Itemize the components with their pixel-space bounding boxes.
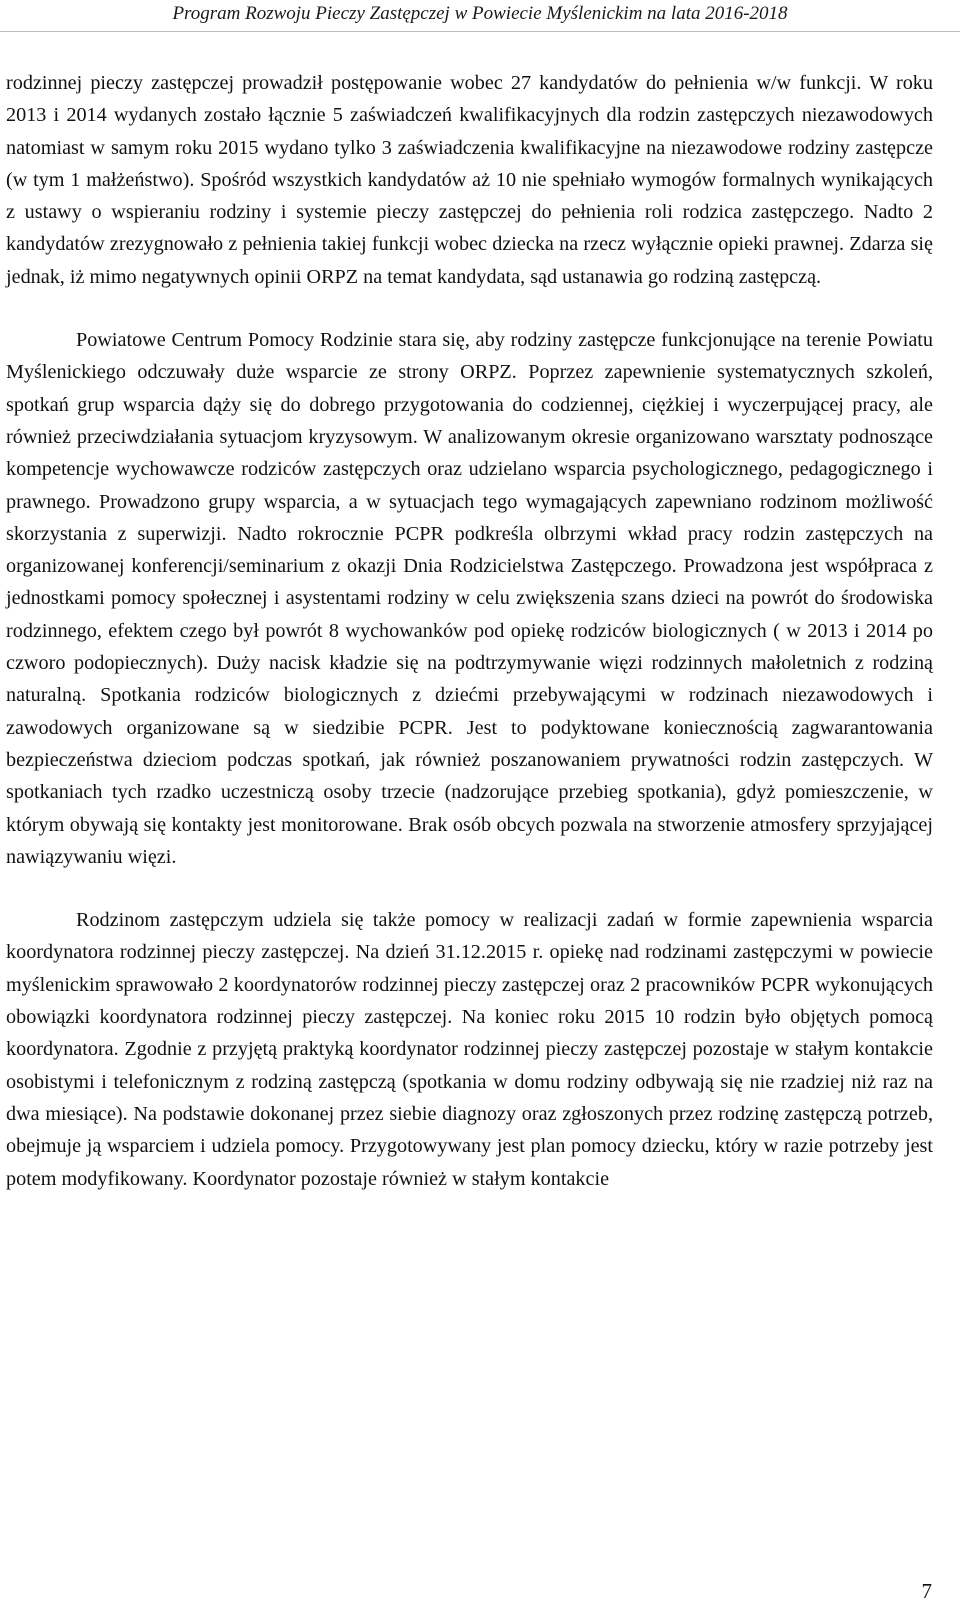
paragraph-orpz-support: Powiatowe Centrum Pomocy Rodzinie stara się, aby rodziny zastępcze funkcjonujące na terenie Powiatu Myślenickiego odczuwały duże wsparcie ze strony ORPZ. Poprzez zapewnienie systematycznych szkoleń, spotkań grup wsparcia dąży się do dobrego przygotowania do codziennej, ciężkiej i wyczerpującej pracy, ale również przeciwdziałania sytuacjom kryzysowym. W analizowanym okresie organizowano warsztaty podnoszące kompetencje wychowawcze rodziców zastępczych oraz udzielano wsparcia psychologicznego, pedagogicznego i prawnego. Prowadzono grupy wsparcia, a w sytuacjach tego wymagających zapewniano rodzinom możliwość skorzystania z superwizji. Nadto rokrocznie PCPR podkreśla olbrzymi wkład pracy rodzin zastępczych na organizowanej konferencji/seminarium z okazji Dnia Rodzicielstwa Zastępczego. Prowadzona jest współpraca z jednostkami pomocy społecznej i asystentami rodziny w celu zwiększenia szans dzieci na powrót do środowiska rodzinnego, efektem czego był powrót 8 wychowanków pod opiekę rodziców biologicznych ( w 2013 i 2014 po czworo podopiecznych). Duży nacisk kładzie się na podtrzymywanie więzi rodzinnych małoletnich z rodziną naturalną. Spotkania rodziców biologicznych z dziećmi przebywającymi w rodzinach niezawodowych i zawodowych organizowane są w siedzibie PCPR. Jest to podyktowane koniecznością zagwarantowania bezpieczeństwa dzieciom podczas spotkań, jak również poszanowaniem prywatności rodzin zastępczych. W spotkaniach tych rzadko uczestniczą osoby trzecie (nadzorujące przebieg spotkania), gdyż pomieszczenie, w którym obywają się kontakty jest monitorowane. Brak osób obcych pozwala na stworzenie atmosfery sprzyjającej nawiązywaniu więzi. — [6, 329, 933, 868]
paragraph-coordinator: Rodzinom zastępczym udziela się także pomocy w realizacji zadań w formie zapewnienia wsparcia koordynatora rodzinnej pieczy zastępczej. Na dzień 31.12.2015 r. opiekę nad rodzinami zastępczymi w powiecie myślenickim sprawowało 2 koordynatorów rodzinnej pieczy zastępczej oraz 2 pracowników PCPR wykonujących obowiązki koordynatora rodzinnej pieczy zastępczej. Na koniec roku 2015 10 rodzin było objętych pomocą koordynatora. Zgodnie z przyjętą praktyką koordynator rodzinnej pieczy zastępczej pozostaje w stałym kontakcie osobistymi i telefonicznym z rodziną zastępczą (spotkania w domu rodziny odbywają się nie rzadziej niż raz na dwa miesiące). Na podstawie dokonanej przez siebie diagnozy oraz zgłoszonych przez rodzinę zastępczą potrzeb, obejmuje ją wsparciem i udziela pomocy. Przygotowywany jest plan pomocy dziecku, który w razie potrzeby jest potem modyfikowany. Koordynator pozostaje również w stałym kontakcie — [6, 909, 933, 1190]
paragraph-continued: rodzinnej pieczy zastępczej prowadził postępowanie wobec 27 kandydatów do pełnienia w/w funkcji. W roku 2013 i 2014 wydanych zostało łącznie 5 zaświadczeń kwalifikacyjnych dla rodzin zastępczych niezawodowych natomiast w samym roku 2015 wydano tylko 3 zaświadczenia kwalifikacyjne na niezawodowe rodziny zastępcze (w tym 1 małżeństwo). Spośród wszystkich kandydatów aż 10 nie spełniało wymogów formalnych wynikających z ustawy o wspieraniu rodziny i systemie pieczy zastępczej do pełnienia roli rodzica zastępczego. Nadto 2 kandydatów zrezygnowało z pełnienia takiej funkcji wobec dziecka na rzecz wyłącznie opieki prawnej. Zdarza się jednak, iż mimo negatywnych opinii ORPZ na temat kandydata, sąd ustanawia go rodziną zastępczą. — [6, 72, 933, 288]
document-body — [6, 67, 933, 1195]
page-number: 7 — [921, 1579, 932, 1603]
running-header: Program Rozwoju Pieczy Zastępczej w Powiecie Myślenickim na lata 2016-2018 — [172, 3, 788, 24]
header-rule — [0, 31, 960, 32]
